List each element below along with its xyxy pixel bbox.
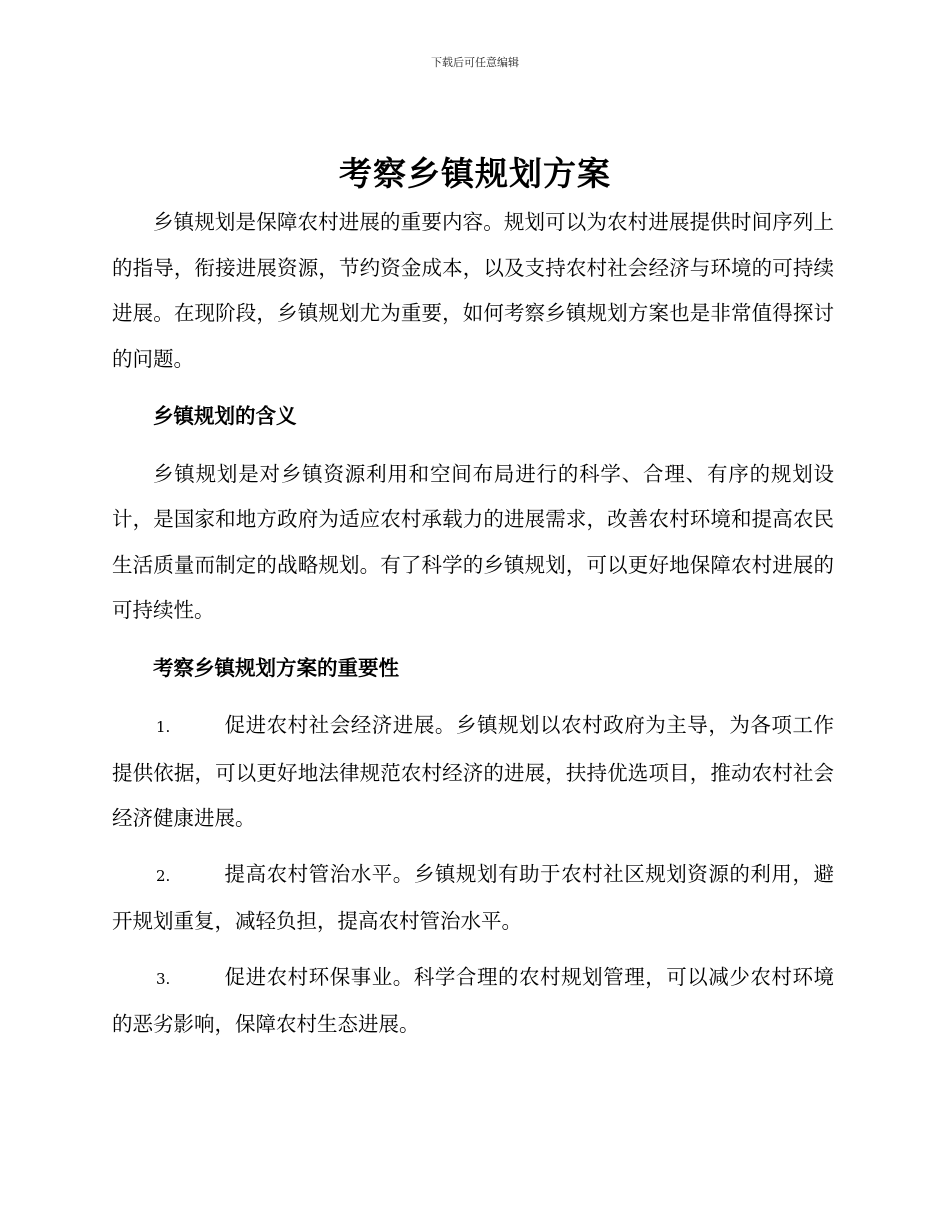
header-note: 下载后可任意编辑: [431, 56, 519, 69]
document-title: 考察乡镇规划方案: [339, 154, 611, 193]
list-item-number: 3.: [156, 969, 171, 988]
list-item-number: 2.: [156, 866, 171, 885]
list-item-text: 提高农村管治水平。乡镇规划有助于农村社区规划资源的利用，避开规划重复，减轻负担，提高农村管治水平。: [112, 861, 834, 933]
list-item: [112, 703, 834, 842]
list-item-text: 促进农村环保事业。科学合理的农村规划管理，可以减少农村环境的恶劣影响，保障农村生态进展。: [112, 964, 834, 1036]
list-item: [112, 955, 834, 1048]
section-heading-meaning: 乡镇规划的含义: [153, 404, 297, 428]
list-item: [112, 852, 834, 945]
document-body: [112, 200, 834, 1048]
list-item-number: 1.: [156, 718, 171, 736]
section-meaning-paragraph: 乡镇规划是对乡镇资源利用和空间布局进行的科学、合理、有序的规划设计，是国家和地方政府为适应农村承载力的进展需求，改善农村环境和提高农民生活质量而制定的战略规划。有了科学的乡镇规划，可以更好地保障农村进展的可持续性。: [112, 461, 834, 622]
section-heading-importance: 考察乡镇规划方案的重要性: [153, 655, 399, 680]
intro-paragraph: 乡镇规划是保障农村进展的重要内容。规划可以为农村进展提供时间序列上的指导，衔接进展资源，节约资金成本，以及支持农村社会经济与环境的可持续进展。在现阶段，乡镇规划尤为重要，如何考察乡镇规划方案也是非常值得探讨的问题。: [112, 210, 834, 371]
list-item-text: 促进农村社会经济进展。乡镇规划以农村政府为主导，为各项工作提供依据，可以更好地法律规范农村经济的进展，扶持优选项目，推动农村社会经济健康进展。: [112, 713, 834, 830]
